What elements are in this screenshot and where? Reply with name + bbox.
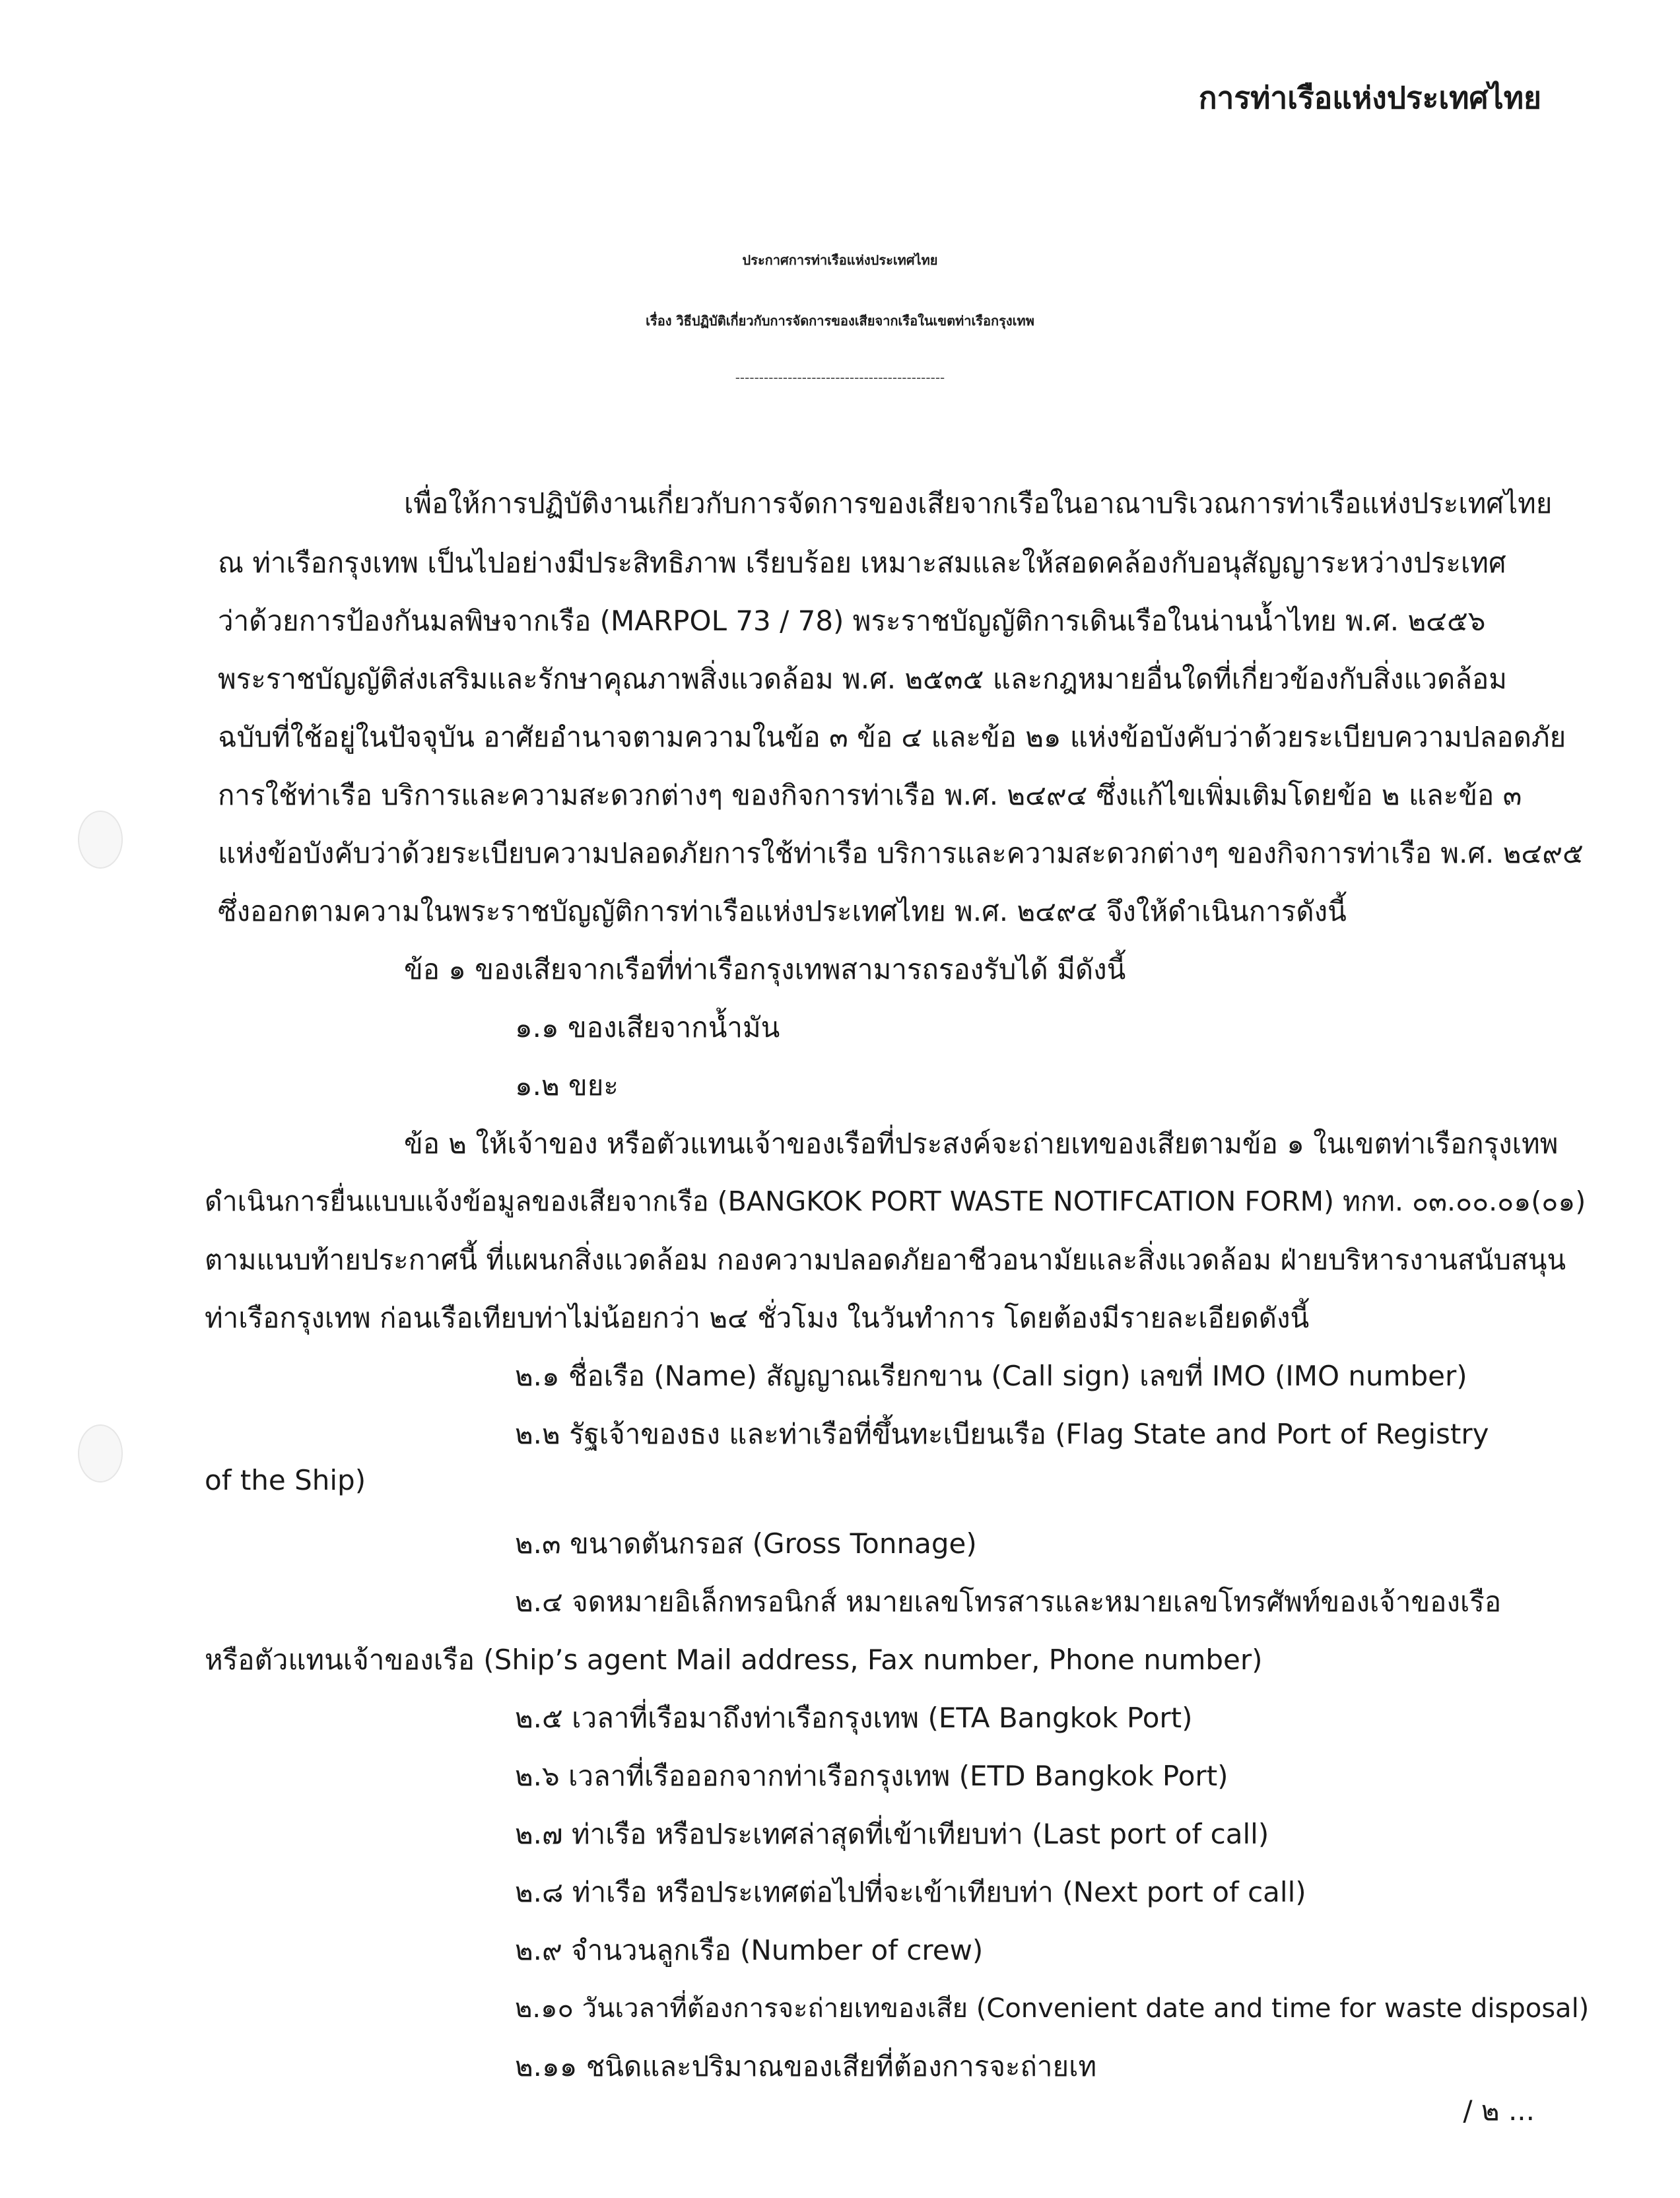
punch-hole-bottom: [78, 1424, 123, 1482]
clause-2-item: ๒.๘ ท่าเรือ หรือประเทศต่อไปที่จะเข้าเทียบท่า (Next port of call): [515, 1876, 1306, 1908]
clause-2-line: ข้อ ๒ ให้เจ้าของ หรือตัวแทนเจ้าของเรือที่ประสงค์จะถ่ายเทของเสียตามข้อ ๑ ในเขตท่าเรือกรุงเทพ: [404, 1127, 1559, 1160]
preamble-line: แห่งข้อบังคับว่าด้วยระเบียบความปลอดภัยการใช้ท่าเรือ บริการและความสะดวกต่างๆ ของกิจการท่าเรือ พ.ศ. ๒๔๙๕: [218, 837, 1584, 869]
preamble-line: ฉบับที่ใช้อยู่ในปัจจุบัน อาศัยอำนาจตามความในข้อ ๓ ข้อ ๔ และข้อ ๒๑ แห่งข้อบังคับว่าด้วยระเบียบความปลอดภัย: [218, 721, 1566, 753]
punch-hole-top: [78, 811, 123, 869]
preamble-line: การใช้ท่าเรือ บริการและความสะดวกต่างๆ ของกิจการท่าเรือ พ.ศ. ๒๔๙๔ ซึ่งแก้ไขเพิ่มเติมโดยข้อ ๒ และข้อ ๓: [218, 779, 1522, 811]
preamble-line: พระราชบัญญัติส่งเสริมและรักษาคุณภาพสิ่งแวดล้อม พ.ศ. ๒๕๓๕ และกฎหมายอื่นใดที่เกี่ยวข้องกับสิ่งแวดล้อม: [218, 663, 1507, 695]
next-page-marker: / ๒ ...: [1463, 2094, 1535, 2127]
clause-1-heading: ข้อ ๑ ของเสียจากเรือที่ท่าเรือกรุงเทพสามารถรองรับได้ มีดังนี้: [404, 953, 1126, 985]
clause-2-item: ๒.๖ เวลาที่เรือออกจากท่าเรือกรุงเทพ (ETD Bangkok Port): [515, 1760, 1228, 1792]
clause-2-item-continuation: หรือตัวแทนเจ้าของเรือ (Ship’s agent Mail address, Fax number, Phone number): [205, 1644, 1263, 1676]
clause-2-item-continuation: of the Ship): [205, 1464, 366, 1496]
clause-2-item: ๒.๕ เวลาที่เรือมาถึงท่าเรือกรุงเทพ (ETA Bangkok Port): [515, 1702, 1193, 1734]
clause-2-item: ๒.๑๐ วันเวลาที่ต้องการจะถ่ายเทของเสีย (Convenient date and time for waste disposal): [515, 1993, 1590, 2024]
clause-2-item: ๒.๔ จดหมายอิเล็กทรอนิกส์ หมายเลขโทรสารและหมายเลขโทรศัพท์ของเจ้าของเรือ: [515, 1585, 1502, 1618]
preamble-line: ซึ่งออกตามความในพระราชบัญญัติการท่าเรือแห่งประเทศไทย พ.ศ. ๒๔๙๔ จึงให้ดำเนินการดังนี้: [218, 895, 1347, 927]
clause-2-line: ตามแนบท้ายประกาศนี้ ที่แผนกสิ่งแวดล้อม กองความปลอดภัยอาชีวอนามัยและสิ่งแวดล้อม ฝ่ายบริหารงานสนับสนุน: [205, 1244, 1566, 1276]
clause-2-item: ๒.๒ รัฐเจ้าของธง และท่าเรือที่ขึ้นทะเบียนเรือ (Flag State and Port of Registry: [515, 1418, 1489, 1450]
announcement-subject: เรื่อง วิธีปฏิบัติเกี่ยวกับการจัดการของเสียจากเรือในเขตท่าเรือกรุงเทพ: [646, 313, 1034, 329]
clause-1-item: ๑.๒ ขยะ: [515, 1069, 619, 1102]
clause-2-line: ท่าเรือกรุงเทพ ก่อนเรือเทียบท่าไม่น้อยกว่า ๒๔ ชั่วโมง ในวันทำการ โดยต้องมีรายละเอียดดังนี้: [205, 1302, 1310, 1334]
preamble-line: ณ ท่าเรือกรุงเทพ เป็นไปอย่างมีประสิทธิภาพ เรียบร้อย เหมาะสมและให้สอดคล้องกับอนุสัญญาระหว่างประเทศ: [218, 547, 1506, 579]
clause-2-item: ๒.๑๑ ชนิดและปริมาณของเสียที่ต้องการจะถ่ายเท: [515, 2050, 1097, 2082]
clause-1-item: ๑.๑ ของเสียจากน้ำมัน: [515, 1011, 780, 1044]
announcement-title: ประกาศการท่าเรือแห่งประเทศไทย: [742, 252, 938, 268]
clause-2-item: ๒.๓ ขนาดตันกรอส (Gross Tonnage): [515, 1527, 977, 1560]
preamble-line: ว่าด้วยการป้องกันมลพิษจากเรือ (MARPOL 73 / 78) พระราชบัญญัติการเดินเรือในน่านน้ำไทย พ.ศ. ๒๔๕๖: [218, 605, 1486, 637]
preamble-line: เพื่อให้การปฏิบัติงานเกี่ยวกับการจัดการของเสียจากเรือในอาณาบริเวณการท่าเรือแห่งประเทศไทย: [404, 487, 1553, 519]
clause-2-item: ๒.๙ จำนวนลูกเรือ (Number of crew): [515, 1934, 984, 1966]
organization-header: การท่าเรือแห่งประเทศไทย: [1198, 80, 1541, 116]
clause-2-item: ๒.๗ ท่าเรือ หรือประเทศล่าสุดที่เข้าเทียบท่า (Last port of call): [515, 1818, 1269, 1850]
title-rule: --------------------------------------------: [735, 370, 945, 385]
clause-2-line: ดำเนินการยื่นแบบแจ้งข้อมูลของเสียจากเรือ (BANGKOK PORT WASTE NOTIFCATION FORM) ทกท. ๐๓.๐๐.๐๑(๐๑): [205, 1185, 1586, 1217]
clause-2-item: ๒.๑ ชื่อเรือ (Name) สัญญาณเรียกขาน (Call sign) เลขที่ IMO (IMO number): [515, 1360, 1467, 1392]
